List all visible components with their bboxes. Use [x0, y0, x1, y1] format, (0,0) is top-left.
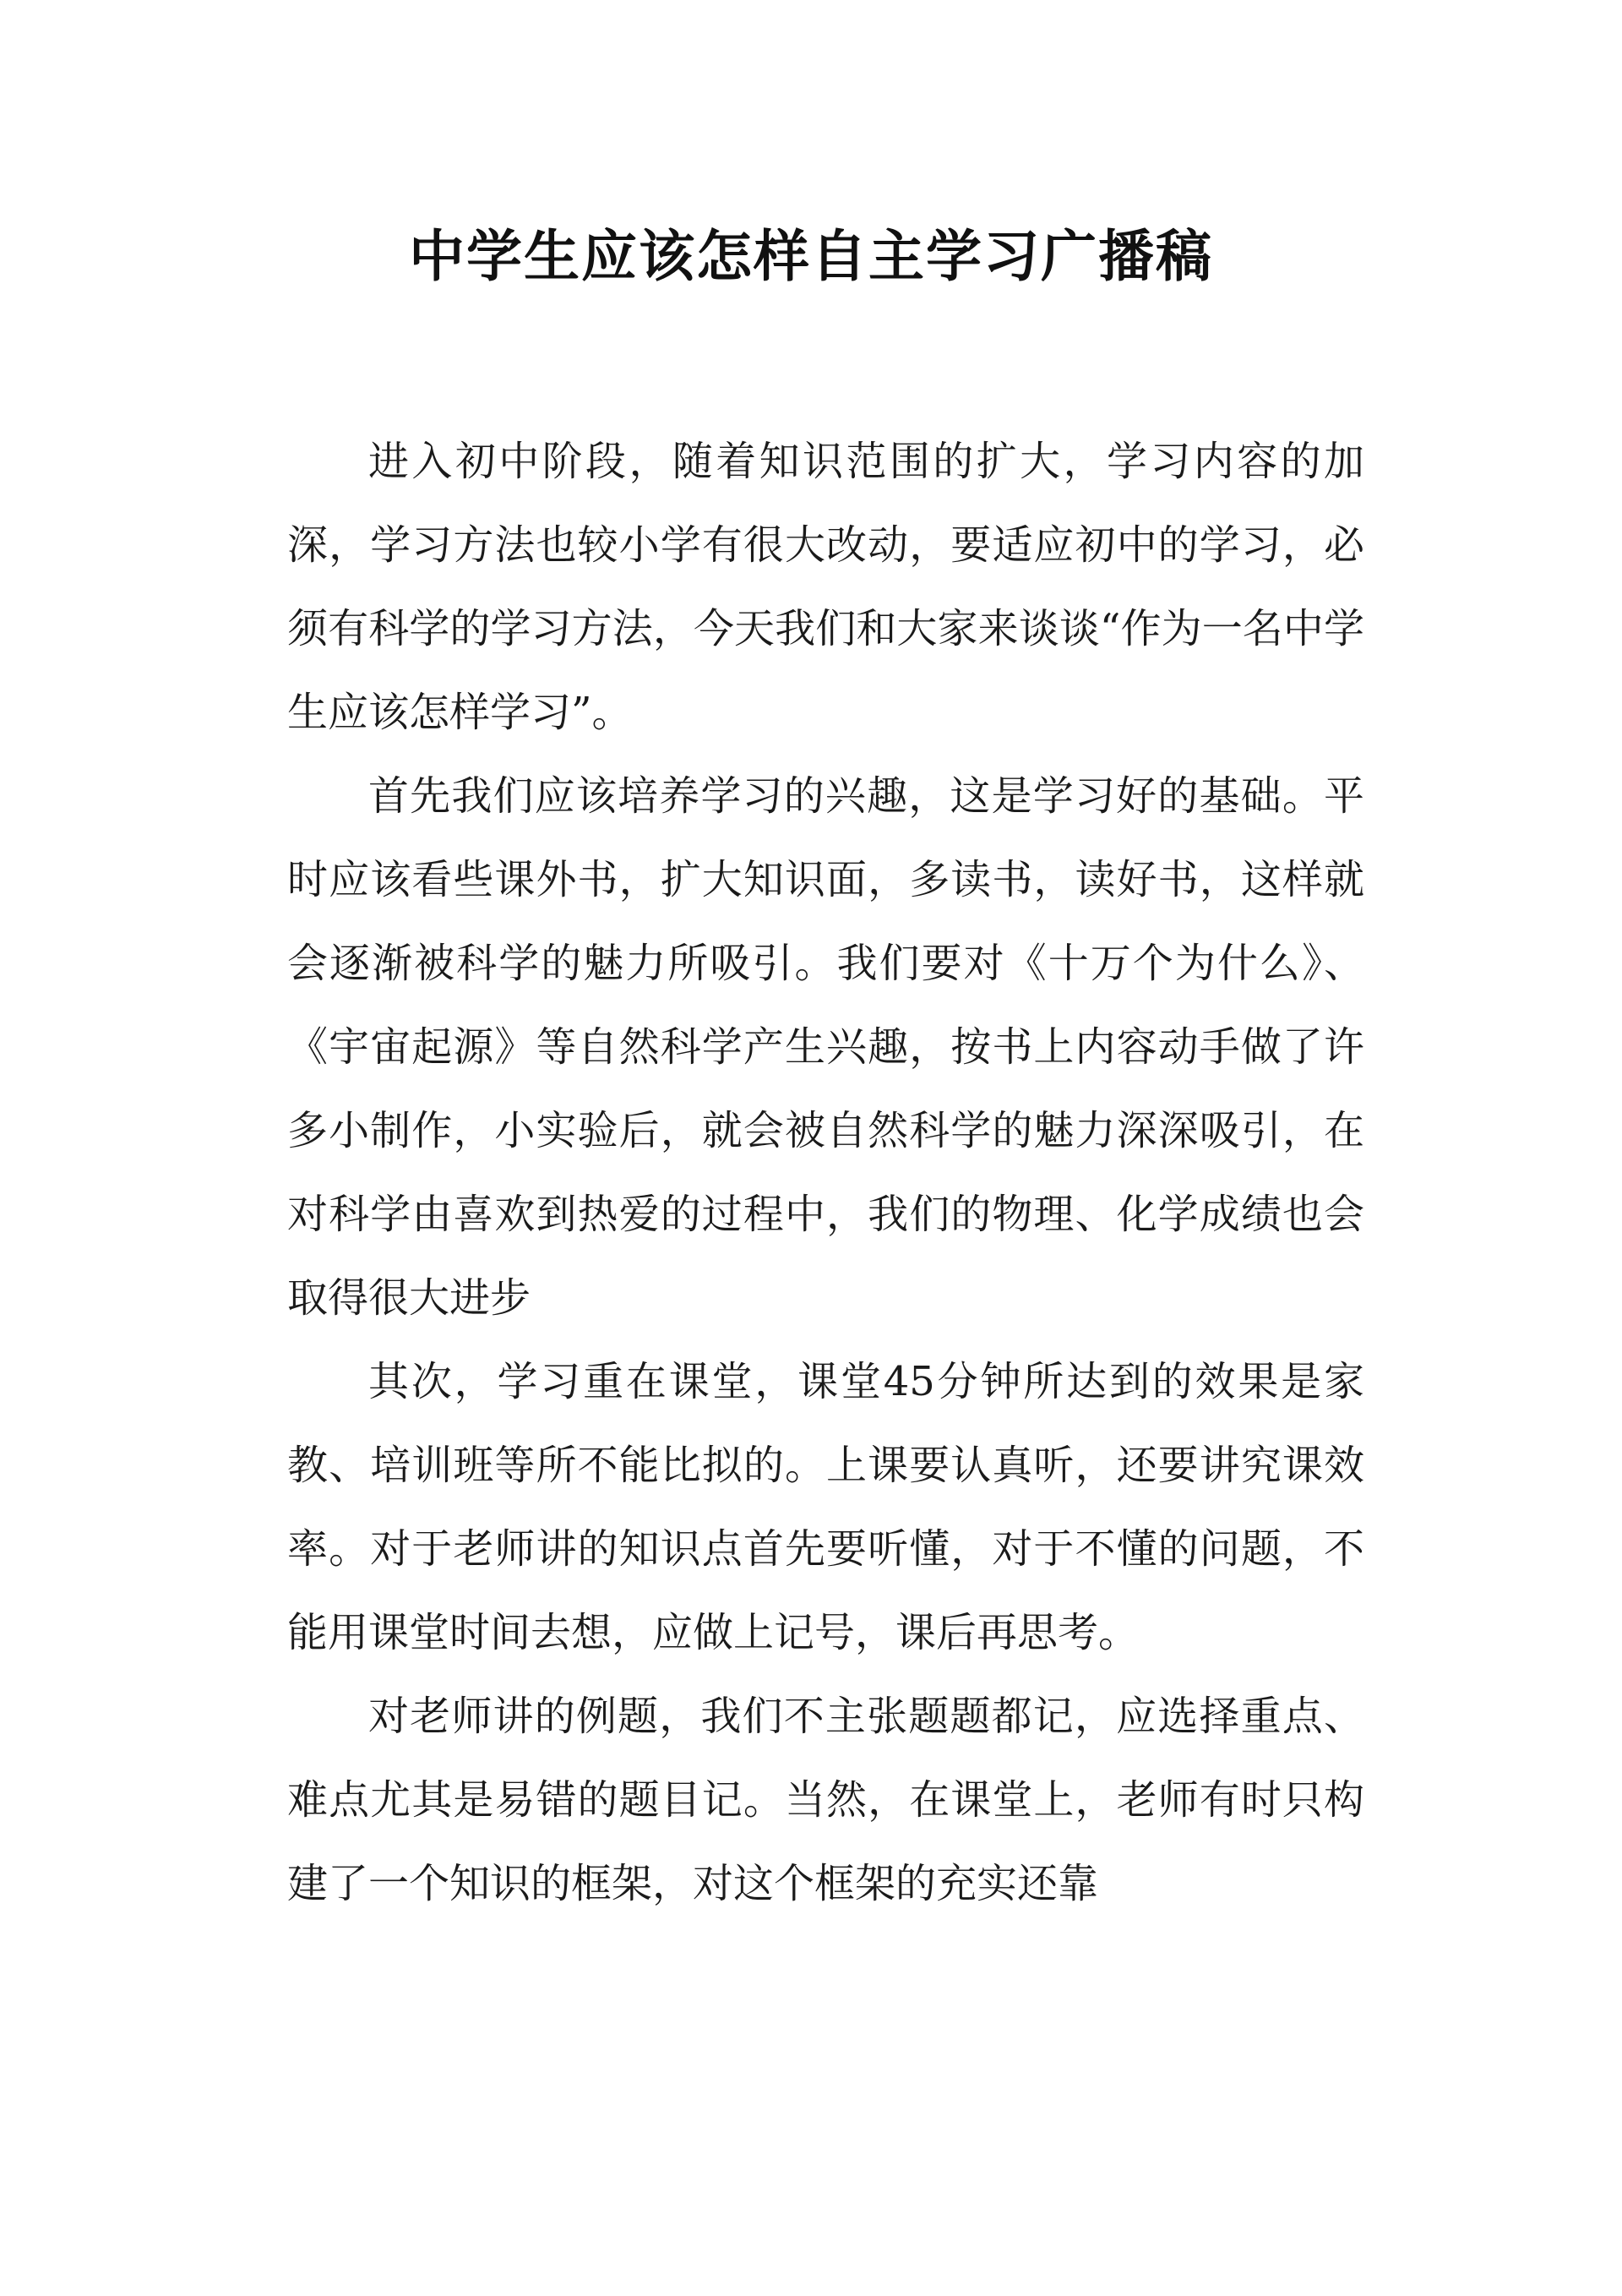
- paragraph-examples: 对老师讲的例题，我们不主张题题都记，应选择重点、难点尤其是易错的题目记。当然，在课堂上，老师有时只构建了一个知识的框架，对这个框架的充实还靠: [287, 1693, 1364, 1907]
- paragraph-classroom: 其次，学习重在课堂，课堂45分钟所达到的效果是家教、培训班等所不能比拟的。上课要认真听，还要讲究课效率。对于老师讲的知识点首先要听懂，对于不懂的问题，不能用课堂时间去想，应做上记号，课后再思考。: [287, 1358, 1364, 1656]
- document-body: [287, 420, 1364, 1926]
- paragraph-intro: 进入初中阶段，随着知识范围的扩大，学习内容的加深，学习方法也较小学有很大改动，要适应初中的学习，必须有科学的学习方法，今天我们和大家来谈谈“作为一名中学生应该怎样学习”。: [287, 438, 1364, 736]
- paragraph-interest: 首先我们应该培养学习的兴趣，这是学习好的基础。平时应该看些课外书，扩大知识面，多读书，读好书，这样就会逐渐被科学的魅力所吸引。我们要对《十万个为什么》、《宇宙起源》等自然科学产生兴趣，按书上内容动手做了许多小制作，小实验后，就会被自然科学的魅力深深吸引，在对科学由喜欢到热爱的过程中，我们的物理、化学成绩也会取得很大进步: [287, 772, 1364, 1322]
- document-title: 中学生应该怎样自主学习广播稿: [409, 223, 1213, 289]
